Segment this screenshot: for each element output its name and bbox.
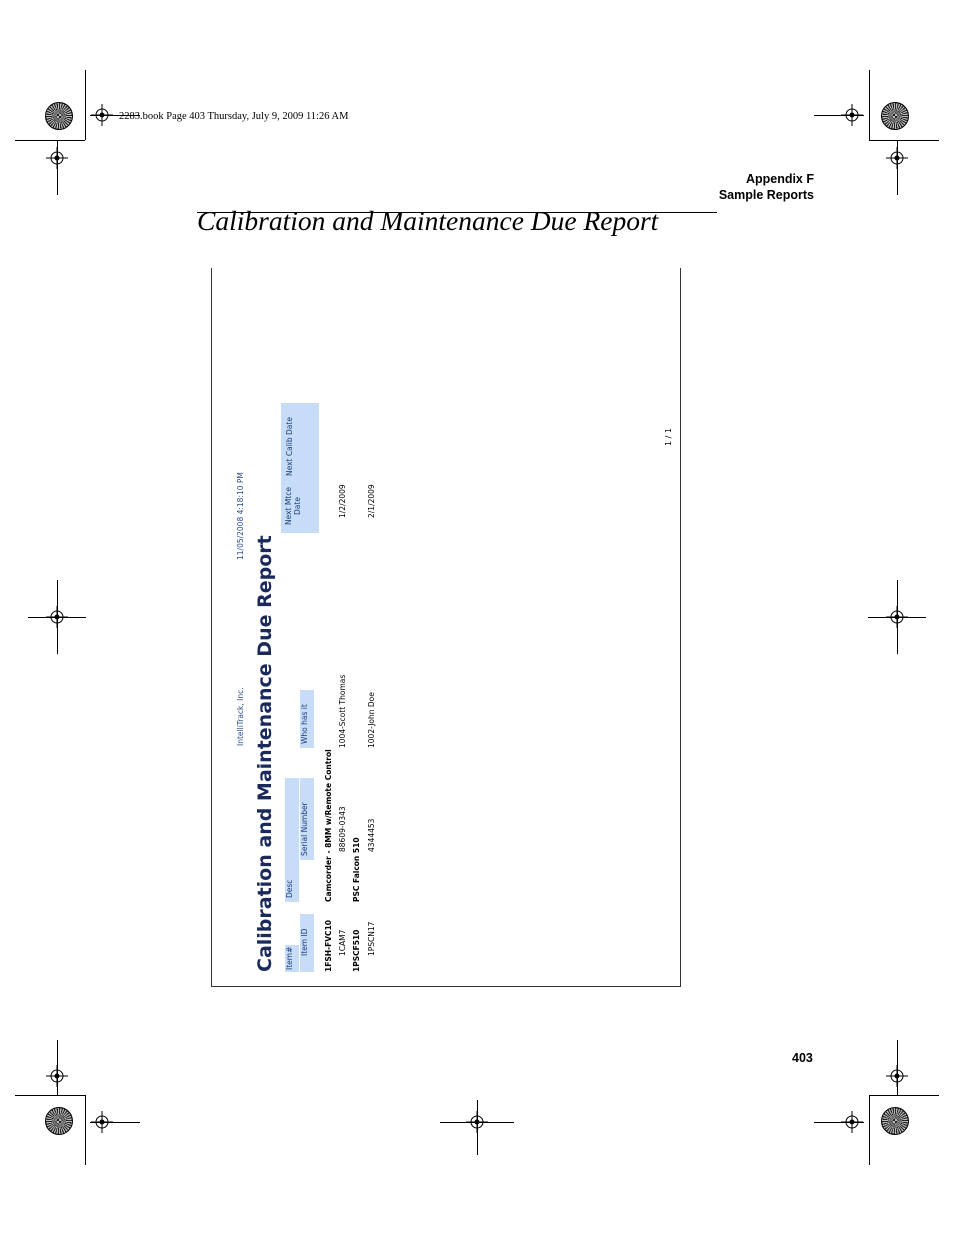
section-label: Sample Reports bbox=[718, 188, 814, 202]
registration-target-icon bbox=[91, 1111, 113, 1133]
row2-item: 1PSCF510 bbox=[352, 929, 361, 972]
row1-serial: 88609-0343 bbox=[338, 806, 347, 852]
header-item-id: Item ID bbox=[300, 914, 314, 972]
report-title: Calibration and Maintenance Due Report bbox=[254, 535, 276, 972]
star-wheel-icon bbox=[881, 1107, 909, 1135]
header-who-has-it: Who has it bbox=[300, 690, 314, 748]
company-name: IntelliTrack, Inc. bbox=[236, 687, 245, 746]
registration-target-icon bbox=[46, 147, 68, 169]
row2-desc: PSC Falcon 510 bbox=[352, 837, 361, 902]
row1-item: 1FSH-FVC10 bbox=[324, 919, 333, 972]
registration-target-icon bbox=[841, 104, 863, 126]
header-desc: Desc bbox=[285, 778, 299, 902]
row2-next-mtce: 2/1/2009 bbox=[367, 484, 376, 518]
header-next-mtce: Next Mtce Date bbox=[281, 479, 319, 533]
report-rotated-content bbox=[212, 268, 680, 986]
header-next-calib: Next Calib Date bbox=[281, 403, 319, 479]
page-title: Calibration and Maintenance Due Report bbox=[197, 205, 659, 236]
row1-item-id: 1CAM7 bbox=[338, 929, 347, 956]
star-wheel-icon bbox=[45, 102, 73, 130]
star-wheel-icon bbox=[881, 102, 909, 130]
star-wheel-icon bbox=[45, 1107, 73, 1135]
page-number: 403 bbox=[792, 1051, 813, 1065]
row2-serial: 4344453 bbox=[367, 818, 376, 852]
row1-next-mtce: 1/2/2009 bbox=[338, 484, 347, 518]
report-timestamp: 11/05/2008 4:18:10 PM bbox=[236, 472, 245, 560]
registration-target-icon bbox=[841, 1111, 863, 1133]
registration-target-icon bbox=[466, 1111, 488, 1133]
registration-target-icon bbox=[886, 1065, 908, 1087]
report-screenshot bbox=[211, 268, 681, 987]
print-slug: 2283.book Page 403 Thursday, July 9, 2009 11:26 AM bbox=[119, 111, 349, 122]
header-item: Item# bbox=[285, 945, 299, 972]
row1-who: 1004-Scott Thomas bbox=[338, 674, 347, 748]
running-header bbox=[719, 171, 814, 203]
row2-item-id: 1PSCN17 bbox=[367, 921, 376, 956]
appendix-label: Appendix F bbox=[745, 172, 814, 186]
registration-target-icon bbox=[46, 606, 68, 628]
registration-target-icon bbox=[886, 147, 908, 169]
row1-desc: Camcorder - 8MM w/Remote Control bbox=[324, 749, 333, 902]
page-indicator: 1 / 1 bbox=[664, 428, 673, 446]
registration-target-icon bbox=[91, 104, 113, 126]
registration-target-icon bbox=[886, 606, 908, 628]
row2-who: 1002-John Doe bbox=[367, 692, 376, 748]
header-serial: Serial Number bbox=[300, 778, 314, 860]
registration-target-icon bbox=[46, 1065, 68, 1087]
